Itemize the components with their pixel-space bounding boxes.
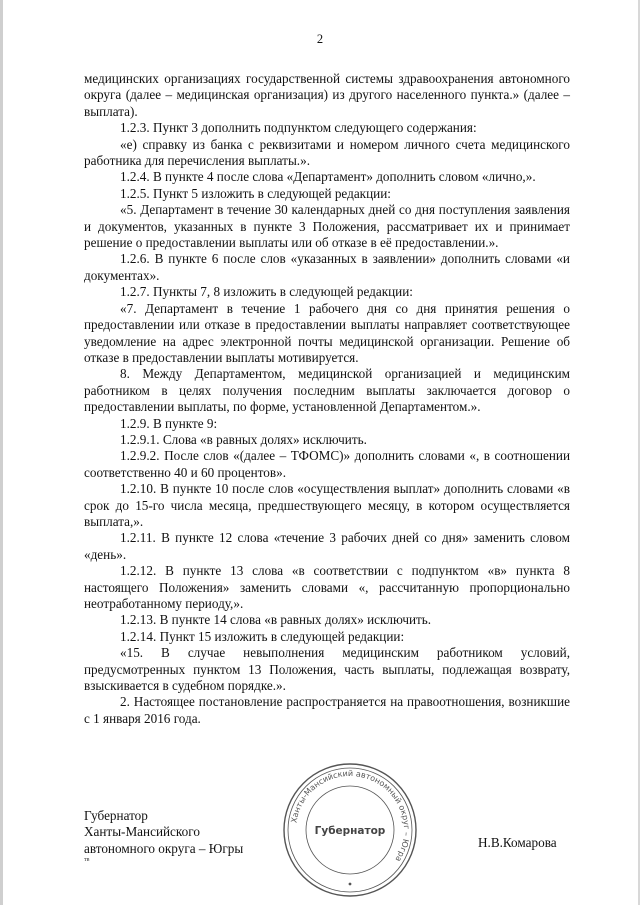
official-seal [280, 760, 420, 900]
paragraph: «15. В случае невыполнения медицинским работником условий, предусмотренных пунктом 13 Положения, часть выплаты, подлежащая возврату, взыскивается в судебном порядке.». [84, 645, 570, 694]
seal-center-text: Губернатор [314, 825, 386, 837]
seal-bottom-dot [349, 883, 352, 886]
paragraph: 1.2.14. Пункт 15 изложить в следующей редакции: [120, 628, 405, 644]
paragraph: 1.2.13. В пункте 14 слова «в равных долях» исключить. [120, 612, 432, 628]
document-body [84, 71, 570, 727]
seal-ring-text: Ханты-Мансийский автономный округ – Югра [289, 768, 412, 864]
paragraph: 8. Между Департаментом, медицинской организацией и медицинским работником в целях получения последним выплаты заключается договор о предоставлении выплаты, по форме, установленной Департаментом.». [84, 366, 570, 415]
paragraph: «е) справку из банка с реквизитами и номером личного счета медицинского работника для перечисления выплаты.». [84, 136, 570, 169]
reference-mark: тв [84, 857, 90, 863]
signature-title-line-3: автономного округа – Югры [84, 840, 244, 856]
paragraph: 1.2.4. В пункте 4 после слова «Департамент» дополнить словом «лично,». [120, 169, 536, 185]
paragraph: 1.2.9. В пункте 9: [120, 415, 218, 431]
paragraph: «5. Департамент в течение 30 календарных дней со дня поступления заявления и документов, указанных в пункте 3 Положения, рассматривает их и принимает решение о предоставлении выплаты или об отказе в её предоставлении.». [84, 202, 570, 251]
paragraph: 1.2.3. Пункт 3 дополнить подпунктом следующего содержания: [120, 120, 477, 136]
scan-edge-left [0, 0, 3, 905]
paragraph: 1.2.9.1. Слова «в равных долях» исключить. [120, 431, 367, 447]
paragraph: 1.2.10. В пункте 10 после слов «осуществления выплат» дополнить словами «в срок до 15-го числа месяца, предшествующего месяцу, в котором осуществляется выплата,». [84, 481, 570, 529]
page-number: 2 [316, 32, 324, 46]
paragraph: 1.2.11. В пункте 12 слова «течение 3 рабочих дней со дня» заменить словом «день». [84, 530, 570, 562]
paragraph: 1.2.5. Пункт 5 изложить в следующей редакции: [120, 185, 391, 201]
paragraph: 1.2.7. Пункты 7, 8 изложить в следующей редакции: [120, 284, 413, 300]
paragraph: медицинских организациях государственной системы здравоохранения автономного округа (далее – медицинская организация) из другого населенного пункта.» (далее – выплата). [84, 71, 570, 119]
paragraph: 1.2.12. В пункте 13 слова «в соответствии с подпунктом «в» пункта 8 настоящего Положения» заменить словами «, рассчитанную пропорционально неотработанному периоду,». [84, 563, 570, 611]
signatory-name: Н.В.Комарова [478, 835, 557, 850]
paragraph: 2. Настоящее постановление распространяется на правоотношения, возникшие с 1 января 2016 года. [84, 694, 570, 726]
signature-title-line-1: Губернатор [84, 808, 148, 823]
paragraph: «7. Департамент в течение 1 рабочего дня со дня принятия решения о предоставлении или отказе в предоставлении выплаты направляет соответствующее уведомление на адрес электронной почты медицинской организации. Решение об отказе в предоставлении выплаты мотивируется. [84, 300, 570, 365]
signature-title-line-2: Ханты-Мансийского [84, 824, 200, 840]
paragraph: 1.2.6. В пункте 6 после слов «указанных в заявлении» дополнить словами «и документах». [84, 251, 570, 283]
signature-title-block [84, 808, 243, 857]
paragraph: 1.2.9.2. После слов «(далее – ТФОМС)» дополнить словами «, в соотношении соответственно 40 и 60 процентов». [84, 448, 570, 480]
